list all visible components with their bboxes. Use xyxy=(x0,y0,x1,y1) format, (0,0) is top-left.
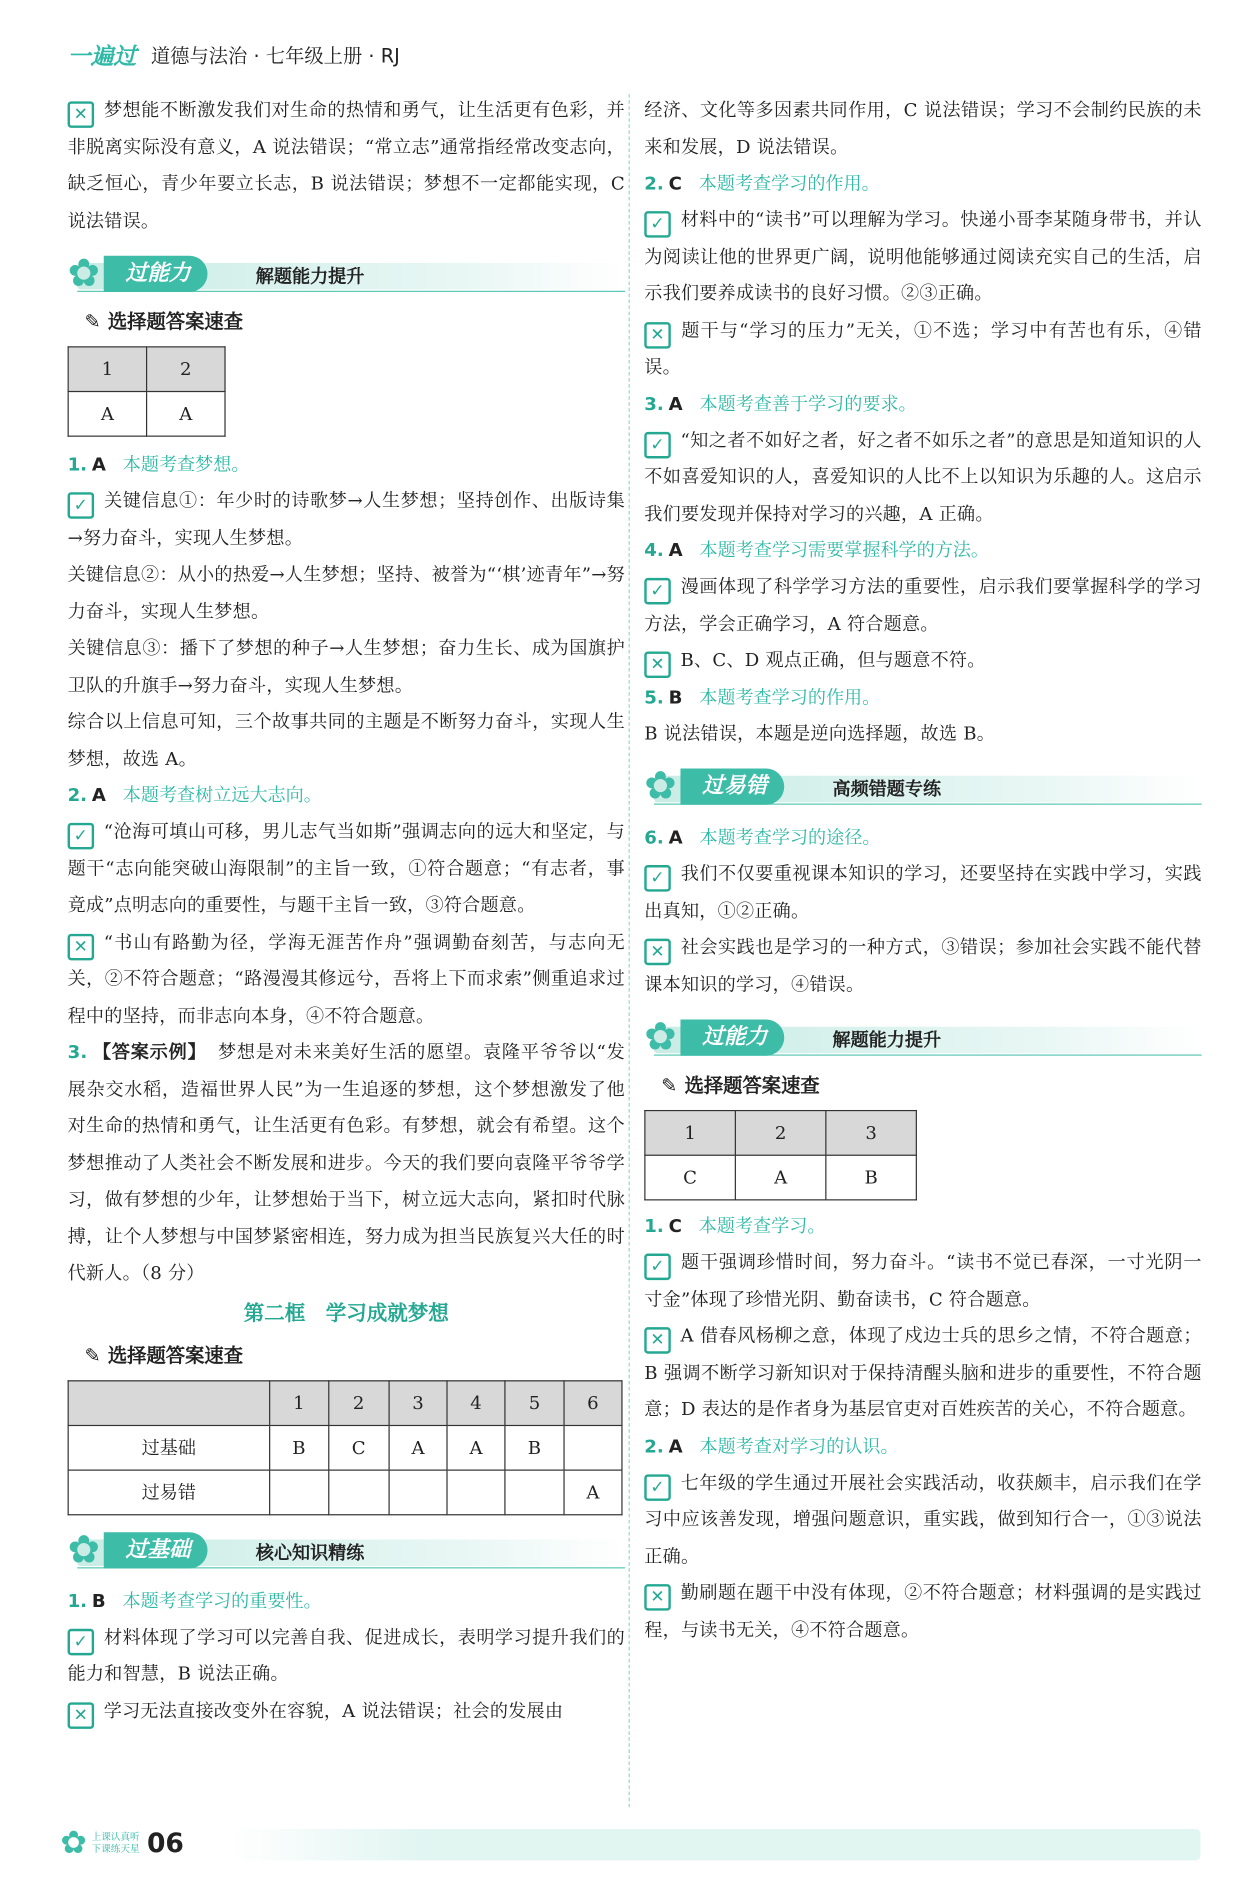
book-title: 道德与法治 · 七年级上册 · RJ xyxy=(150,44,400,67)
answer-key-title: ✎ 选择题答案速查 xyxy=(661,1073,820,1097)
table-cell: C xyxy=(328,1425,389,1470)
cross-icon: ✕ xyxy=(68,933,95,960)
answer-table-1 xyxy=(68,346,226,436)
table-cell: 1 xyxy=(68,347,146,392)
table-cell: 过基础 xyxy=(68,1425,269,1470)
answer-key-title: ✎ 选择题答案速查 xyxy=(84,310,244,333)
cross-icon: ✕ xyxy=(644,1584,671,1611)
table-cell: A xyxy=(147,392,225,437)
check-icon: ✓ xyxy=(68,492,95,519)
table-cell: 6 xyxy=(564,1380,622,1425)
banner-guonengli-2 xyxy=(644,1015,1201,1063)
question-header: 1. A 本题考查梦想。 xyxy=(67,453,250,476)
table-cell: C xyxy=(645,1155,735,1200)
table-cell xyxy=(68,1380,269,1425)
table-cell: 2 xyxy=(147,347,225,392)
table-cell xyxy=(447,1470,505,1515)
banner-guonengli xyxy=(68,251,625,299)
cross-paragraph: ✕ A 借春风杨柳之意，体现了戍边士兵的思乡之情，不符合题意；B 强调不断学习新知识对于保持清醒头脑和进步的重要性，不符合题意；D 表达的是作者身为基层官吏对百姓疾苦的关心，不符合题意。 xyxy=(644,1324,1202,1421)
cross-icon: ✕ xyxy=(644,939,671,966)
table-cell: 过易错 xyxy=(68,1470,269,1515)
star-mascot-icon: ✿ xyxy=(644,762,677,809)
check-icon: ✓ xyxy=(644,1474,671,1501)
question-header: 5. B 本题考查学习的作用。 xyxy=(644,685,881,708)
cross-icon: ✕ xyxy=(644,322,671,349)
check-paragraph: ✓ 材料中的“读书”可以理解为学习。快递小哥李某随身带书，并认为阅读让他的世界更广阔，说明他能够通过阅读充实自己的生活，启示我们要养成读书的良好习惯。②③正确。 xyxy=(644,208,1202,305)
page-footer xyxy=(60,1819,184,1867)
banner-guoyicuo xyxy=(644,764,1201,812)
table-cell xyxy=(564,1425,622,1470)
check-paragraph: ✓ 漫画体现了科学学习方法的重要性，启示我们要掌握科学的学习方法，学会正确学习，A 符合题意。 xyxy=(644,575,1202,635)
banner-tag: 过能力 xyxy=(104,256,208,292)
question-header: 1. C 本题考查学习。 xyxy=(644,1214,826,1237)
table-cell: B xyxy=(269,1425,328,1470)
section-title: 第二框 学习成就梦想 xyxy=(243,1301,449,1326)
table-cell: A xyxy=(68,392,146,437)
table-cell: 3 xyxy=(389,1380,447,1425)
check-icon: ✓ xyxy=(644,1254,671,1281)
continued-paragraph: 经济、文化等多因素共同作用，C 说法错误；学习不会制约民族的未来和发展，D 说法错误。 xyxy=(644,98,1202,158)
question-header: 2. C 本题考查学习的作用。 xyxy=(644,172,880,195)
star-mascot-icon: ✿ xyxy=(644,1013,677,1060)
table-cell: 3 xyxy=(826,1111,916,1156)
banner-subtitle: 核心知识精练 xyxy=(255,1541,365,1564)
check-icon: ✓ xyxy=(644,865,671,892)
question-header: 4. A 本题考查学习需要掌握科学的方法。 xyxy=(644,539,990,562)
key-info-2: 关键信息②：从小的热爱→人生梦想；坚持、被誉为“‘棋’迹青年”→努力奋斗，实现人生梦想。 xyxy=(67,563,625,622)
table-cell: A xyxy=(564,1470,622,1515)
cross-paragraph: ✕ B、C、D 观点正确，但与题意不符。 xyxy=(644,642,1201,679)
check-icon: ✓ xyxy=(644,211,671,238)
brand-logo: 一遍过 xyxy=(67,42,137,70)
banner-subtitle: 高频错题专练 xyxy=(832,778,942,800)
cross-icon: ✕ xyxy=(68,1702,95,1729)
cross-paragraph: ✕ 题干与“学习的压力”无关，①不选；学习中有苦也有乐，④错误。 xyxy=(644,319,1202,378)
check-icon: ✓ xyxy=(68,1628,95,1655)
table-cell xyxy=(328,1470,389,1515)
table-cell: A xyxy=(447,1425,505,1470)
answer-text: B 说法错误，本题是逆向选择题，故选 B。 xyxy=(644,722,996,744)
page-header xyxy=(68,36,400,72)
cross-paragraph: ✕ 勤刷题在题干中没有体现，②不符合题意；材料强调的是实践过程，与读书无关，④不符合题意。 xyxy=(644,1581,1202,1641)
summary: 综合以上信息可知，三个故事共同的主题是不断努力奋斗，实现人生梦想，故选 A。 xyxy=(67,710,625,770)
cross-paragraph: ✕ 社会实践也是学习的一种方式，③错误；参加社会实践不能代替课本知识的学习，④错误。 xyxy=(644,936,1202,995)
table-cell: 1 xyxy=(645,1111,735,1156)
check-paragraph: ✓ 题干强调珍惜时间，努力奋斗。“读书不觉已春深，一寸光阴一寸金”体现了珍惜光阴、勤奋读书，C 符合题意。 xyxy=(644,1251,1202,1310)
table-cell xyxy=(269,1470,328,1515)
left-column xyxy=(68,92,625,1729)
question-header: 3. A 本题考查善于学习的要求。 xyxy=(644,392,917,415)
pen-icon: ✎ xyxy=(84,310,101,333)
check-icon: ✓ xyxy=(644,578,671,605)
answer-table-2 xyxy=(68,1380,623,1515)
answer-key-title: ✎ 选择题答案速查 xyxy=(84,1343,244,1367)
table-cell xyxy=(505,1470,564,1515)
column-divider xyxy=(629,94,630,1807)
key-info-3: 关键信息③：播下了梦想的种子→人生梦想；奋力生长、成为国旗护卫队的升旗手→努力奋斗，实现人生梦想。 xyxy=(67,637,625,696)
table-cell: 1 xyxy=(269,1380,328,1425)
banner-tag: 过能力 xyxy=(680,1019,784,1055)
table-cell: B xyxy=(505,1425,564,1470)
check-paragraph: ✓ “知之者不如好之者，好之者不如乐之者”的意思是知道知识的人不如喜爱知识的人，喜爱知识的人比不上以知识为乐趣的人。这启示我们要发现并保持对学习的兴趣，A 正确。 xyxy=(644,428,1202,525)
banner-subtitle: 解题能力提升 xyxy=(255,265,365,288)
footer-bar xyxy=(229,1829,1200,1860)
table-cell: 2 xyxy=(735,1111,825,1156)
check-paragraph: ✓ 七年级的学生通过开展社会实践活动，收获颇丰，启示我们在学习中应该善发现，增强问题意识，重实践，做到知行合一，①③说法正确。 xyxy=(644,1471,1202,1567)
table-cell: A xyxy=(735,1155,825,1200)
cross-icon: ✕ xyxy=(68,101,95,128)
banner-guojichu xyxy=(68,1527,625,1575)
star-mascot-icon: ✿ xyxy=(67,249,100,296)
check-paragraph: ✓ 关键信息①：年少时的诗歌梦→人生梦想；坚持创作、出版诗集→努力奋斗，实现人生梦想。 xyxy=(67,489,625,549)
banner-tag: 过基础 xyxy=(104,1532,208,1568)
question-header: 1. B 本题考查学习的重要性。 xyxy=(67,1589,322,1612)
cross-paragraph: ✕ “书山有路勤为径，学海无涯苦作舟”强调勤奋刻苦，与志向无关，②不符合题意；“路漫漫其修远兮，吾将上下而求索”侧重追求过程中的坚持，而非志向本身，④不符合题意。 xyxy=(67,930,625,1027)
cross-paragraph: ✕ 学习无法直接改变外在容貌，A 说法错误；社会的发展由 xyxy=(68,1692,625,1729)
table-cell: 2 xyxy=(328,1380,389,1425)
check-icon: ✓ xyxy=(644,431,671,458)
check-paragraph: ✓ 我们不仅要重视课本知识的学习，还要坚持在实践中学习，实践出真知，①②正确。 xyxy=(644,862,1202,922)
table-cell: 4 xyxy=(447,1380,505,1425)
banner-tag: 过易错 xyxy=(680,769,784,805)
intro-paragraph: ✕ 梦想能不断激发我们对生命的热情和勇气，让生活更有色彩，并非脱离实际没有意义，A 说法错误；“常立志”通常指经常改变志向，缺乏恒心，青少年要立长志，B 说法错误；梦想不一定都能实现，C 说法错误。 xyxy=(67,98,625,232)
cross-icon: ✕ xyxy=(644,652,671,679)
check-icon: ✓ xyxy=(68,823,95,850)
question-header: 6. A 本题考查学习的途径。 xyxy=(644,826,881,849)
check-paragraph: ✓ “沧海可填山可移，男儿志气当如斯”强调志向的远大和坚定，与题干“志向能突破山海限制”的主旨一致，①符合题意；“有志者，事竟成”点明志向的重要性，与题干主旨一致，③符合题意。 xyxy=(67,820,625,916)
page-number: 06 xyxy=(146,1828,184,1859)
table-cell xyxy=(389,1470,447,1515)
pen-icon: ✎ xyxy=(84,1343,101,1367)
footer-slogan: 上课认真听 下课练天星 xyxy=(91,1831,140,1855)
check-paragraph: ✓ 材料体现了学习可以完善自我、促进成长，表明学习提升我们的能力和智慧，B 说法正确。 xyxy=(67,1625,625,1685)
table-cell: B xyxy=(826,1155,916,1200)
star-mascot-icon: ✿ xyxy=(67,1525,100,1572)
cross-icon: ✕ xyxy=(644,1327,671,1354)
question-header: 2. A 本题考查树立远大志向。 xyxy=(67,784,322,806)
question-header: 2. A 本题考查对学习的认识。 xyxy=(644,1435,899,1457)
pen-icon: ✎ xyxy=(661,1073,678,1097)
right-column xyxy=(644,92,1201,1648)
banner-subtitle: 解题能力提升 xyxy=(832,1029,942,1051)
table-cell: A xyxy=(389,1425,447,1470)
sample-answer: 3. 【答案示例】 梦想是对未来美好生活的愿望。袁隆平爷爷以“发展杂交水稻，造福世界人民”为一生追逐的梦想，这个梦想激发了他对生命的热情和勇气，让生活更有色彩。有梦想，就会有希望。这个梦想推动了人类社会不断发展和进步。今天的我们要向袁隆平爷爷学习，做有梦想的少年，让梦想始于当下，树立远大志向，紧扣时代脉搏，让个人梦想与中国梦紧密相连，努力成为担当民族复兴大任的时代新人。（8 分） xyxy=(67,1041,625,1284)
answer-table-3 xyxy=(644,1110,917,1200)
table-cell: 5 xyxy=(505,1380,564,1425)
star-mascot-icon: ✿ xyxy=(60,1825,87,1862)
